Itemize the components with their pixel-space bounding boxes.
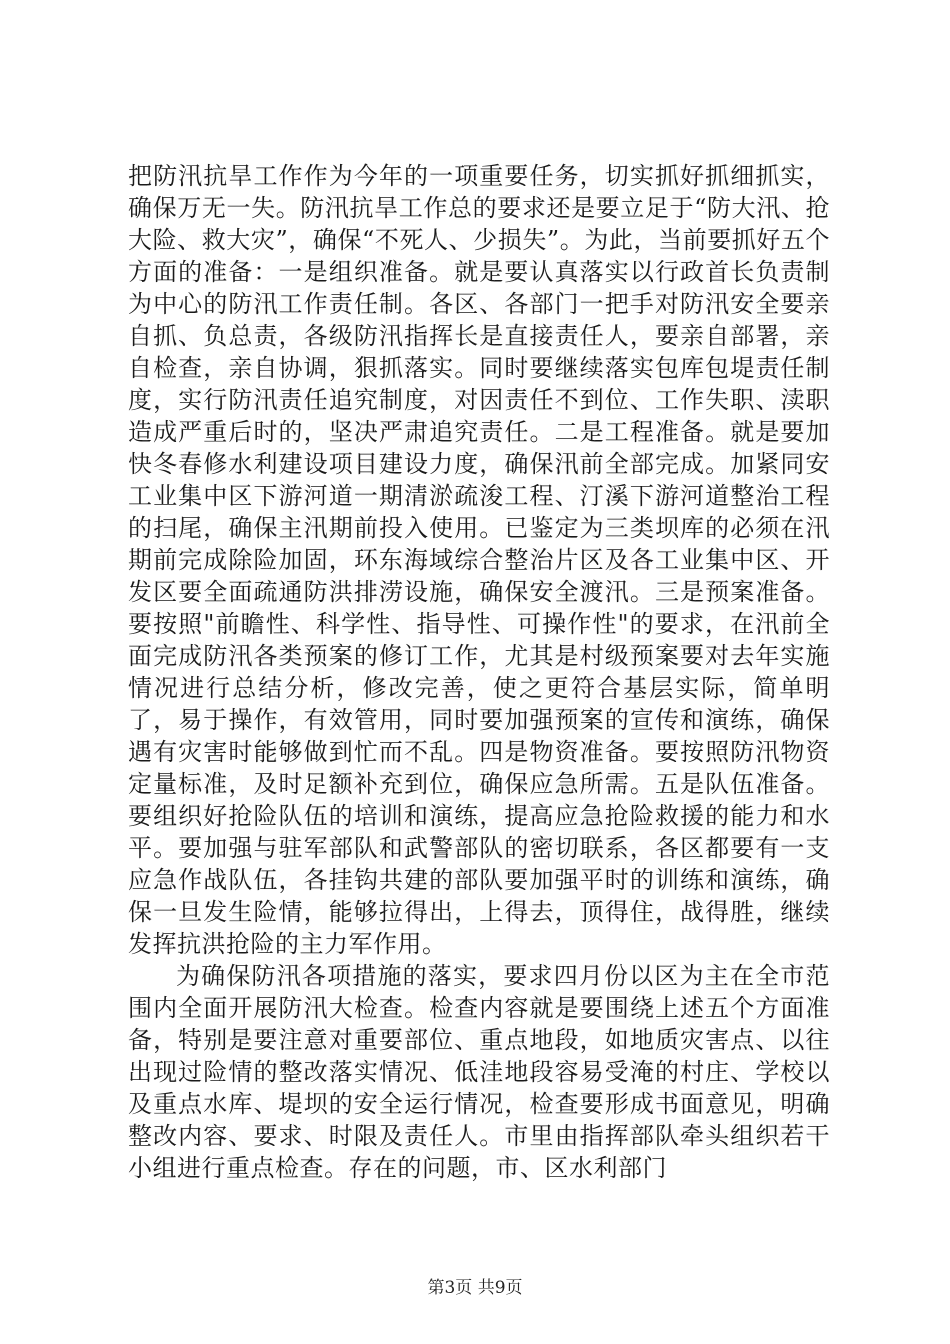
paragraph-2: 为确保防汛各项措施的落实，要求四月份以区为主在全市范围内全面开展防汛大检查。检查内容就是要围绕上述五个方面准备，特别是要注意对重要部位、重点地段，如地质灾害点、以往出现过险情的整改落实情况、低洼地段容易受淹的村庄、学校以及重点水库、堤坝的安全运行情况，检查要形成书面意见，明确整改内容、要求、时限及责任人。市里由指挥部队牵头组织若干小组进行重点检查。存在的问题，市、区水利部门 — [128, 962, 830, 1182]
body-text — [128, 160, 830, 1184]
paragraph-1: 把防汛抗旱工作作为今年的一项重要任务，切实抓好抓细抓实，确保万无一失。防汛抗旱工作总的要求还是要立足于“防大汛、抢大险、救大灾”，确保“不死人、少损失”。为此，当前要抓好五个方面的准备：一是组织准备。就是要认真落实以行政首长负责制为中心的防汛工作责任制。各区、各部门一把手对防汛安全要亲自抓、负总责，各级防汛指挥长是直接责任人，要亲自部署，亲自检查，亲自协调，狠抓落实。同时要继续落实包库包堤责任制度，实行防汛责任追究制度，对因责任不到位、工作失职、渎职造成严重后时的，坚决严肃追究责任。二是工程准备。就是要加快冬春修水利建设项目建设力度，确保汛前全部完成。加紧同安工业集中区下游河道一期清淤疏浚工程、汀溪下游河道整治工程的扫尾，确保主汛期前投入使用。已鉴定为三类坝库的必须在汛期前完成除险加固，环东海域综合整治片区及各工业集中区、开发区要全面疏通防洪排涝设施，确保安全渡汛。三是预案准备。要按照"前瞻性、科学性、指导性、可操作性"的要求，在汛前全面完成防汛各类预案的修订工作，尤其是村级预案要对去年实施情况进行总结分析，修改完善，使之更符合基层实际，简单明了，易于操作，有效管用，同时要加强预案的宣传和演练，确保遇有灾害时能够做到忙而不乱。四是物资准备。要按照防汛物资定量标准，及时足额补充到位，确保应急所需。五是队伍准备。要组织好抢险队伍的培训和演练，提高应急抢险救援的能力和水平。要加强与驻军部队和武警部队的密切联系，各区都要有一支应急作战队伍，各挂钩共建的部队要加强平时的训练和演练，确保一旦发生险情，能够拉得出，上得去，顶得住，战得胜，继续发挥抗洪抢险的主力军作用。 — [128, 162, 830, 958]
page-footer: 第3页 共9页 — [427, 1278, 523, 1298]
